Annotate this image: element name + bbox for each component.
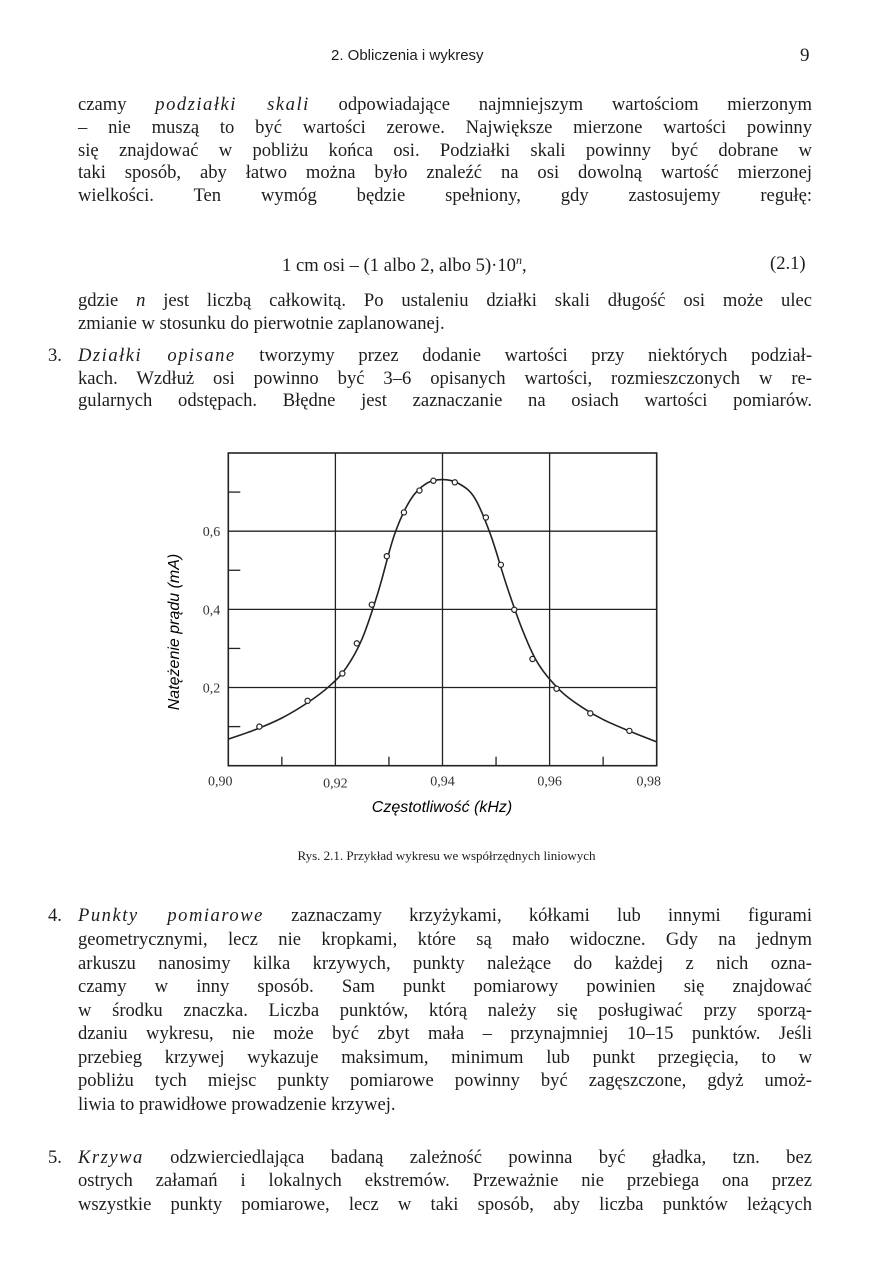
text-line: Krzywa odzwierciedlająca badaną zależność powinna być gładka, tzn. bez bbox=[78, 1147, 812, 1168]
text-line: się znajdować w pobliżu końca osi. Podziałki skali powinny być dobrane w bbox=[78, 140, 812, 161]
text-line: pobliżu tych miejsc punkty pomiarowe powinny być zagęszczone, gdyż umoż- bbox=[78, 1070, 812, 1091]
equation-number: (2.1) bbox=[770, 253, 806, 274]
data-point bbox=[512, 607, 517, 612]
data-point bbox=[498, 562, 503, 567]
y-axis-label: Natężenie prądu (mA) bbox=[166, 553, 183, 711]
page-number: 9 bbox=[800, 45, 810, 66]
text-line: gdzie n jest liczbą całkowitą. Po ustaleniu działki skali długość osi może ulec bbox=[78, 290, 812, 311]
text-line: dzaniu wykresu, nie może być zbyt mała – przynajmniej 10–15 punktów. Jeśli bbox=[78, 1023, 812, 1044]
x-tick-label: 0,94 bbox=[430, 774, 455, 790]
data-point bbox=[530, 656, 535, 661]
data-point bbox=[554, 686, 559, 691]
data-point bbox=[483, 515, 488, 520]
equation: 1 cm osi – (1 albo 2, albo $5)\cdot 10^n$, bbox=[282, 253, 527, 277]
y-tick-label: 0,4 bbox=[202, 603, 221, 619]
data-point bbox=[384, 554, 389, 559]
data-point bbox=[627, 728, 632, 733]
y-tick-label: 0,2 bbox=[202, 681, 221, 697]
running-header: 2. Obliczenia i wykresy bbox=[331, 47, 484, 64]
resonance-chart bbox=[150, 440, 700, 830]
text-line: taki sposób, aby łatwo można było znaleźć na osi dowolną wartość mierzonej bbox=[78, 162, 812, 183]
text-line: geometrycznymi, lecz nie kropkami, które są mało widoczne. Gdy na jednym bbox=[78, 929, 812, 950]
x-tick-label: 0,90 bbox=[208, 774, 233, 790]
data-point bbox=[452, 480, 457, 485]
data-point bbox=[369, 602, 374, 607]
list-number: 4. bbox=[48, 905, 62, 926]
text-line: przebieg krzywej wykazuje maksimum, minimum lub punkt przegięcia, to w bbox=[78, 1047, 812, 1068]
text-line: arkuszu nanosimy kilka krzywych, punkty należące do każdej z nich ozna- bbox=[78, 953, 812, 974]
text-line: kach. Wzdłuż osi powinno być 3–6 opisanych wartości, rozmieszczonych w re- bbox=[78, 368, 812, 389]
data-point bbox=[417, 488, 422, 493]
list-number: 5. bbox=[48, 1147, 62, 1168]
text-line: Punkty pomiarowe zaznaczamy krzyżykami, kółkami lub innymi figurami bbox=[78, 905, 812, 926]
data-point bbox=[431, 478, 436, 483]
text-line: ostrych załamań i lokalnych ekstremów. Przeważnie nie przebiega ona przez bbox=[78, 1170, 812, 1191]
text-line: wielkości. Ten wymóg będzie spełniony, gdy zastosujemy regułę: bbox=[78, 185, 812, 206]
data-point bbox=[305, 698, 310, 703]
text-line: zmianie w stosunku do pierwotnie zaplanowanej. bbox=[78, 313, 445, 334]
y-tick-label: 0,6 bbox=[202, 525, 221, 541]
text-line: gularnych odstępach. Błędne jest zaznaczanie na osiach wartości pomiarów. bbox=[78, 390, 812, 411]
data-point bbox=[340, 671, 345, 676]
data-point bbox=[588, 711, 593, 716]
list-number: 3. bbox=[48, 345, 62, 366]
text-line: liwia to prawidłowe prowadzenie krzywej. bbox=[78, 1094, 396, 1115]
data-point bbox=[257, 724, 262, 729]
text-line: w środku znaczka. Liczba punktów, którą należy się posługiwać przy sporzą- bbox=[78, 1000, 812, 1021]
text-line: Działki opisane tworzymy przez dodanie wartości przy niektórych podział- bbox=[78, 345, 813, 366]
text-line: – nie muszą to być wartości zerowe. Największe mierzone wartości powinny bbox=[78, 117, 812, 138]
x-tick-label: 0,98 bbox=[636, 774, 661, 790]
data-point bbox=[354, 641, 359, 646]
x-tick-label: 0,92 bbox=[323, 776, 348, 792]
text-line: czamy podziałki skali odpowiadające najmniejszym wartościom mierzonym bbox=[78, 94, 812, 115]
figure-caption: Rys. 2.1. Przykład wykresu we współrzędnych liniowych bbox=[297, 848, 596, 863]
x-axis-label: Częstotliwość (kHz) bbox=[371, 799, 513, 816]
text-line: czamy w inny sposób. Sam punkt pomiarowy powinien się znajdować bbox=[78, 976, 812, 997]
data-point bbox=[401, 510, 406, 515]
x-tick-label: 0,96 bbox=[537, 774, 562, 790]
text-line: wszystkie punkty pomiarowe, lecz w taki sposób, aby liczba punktów leżących bbox=[78, 1194, 812, 1215]
